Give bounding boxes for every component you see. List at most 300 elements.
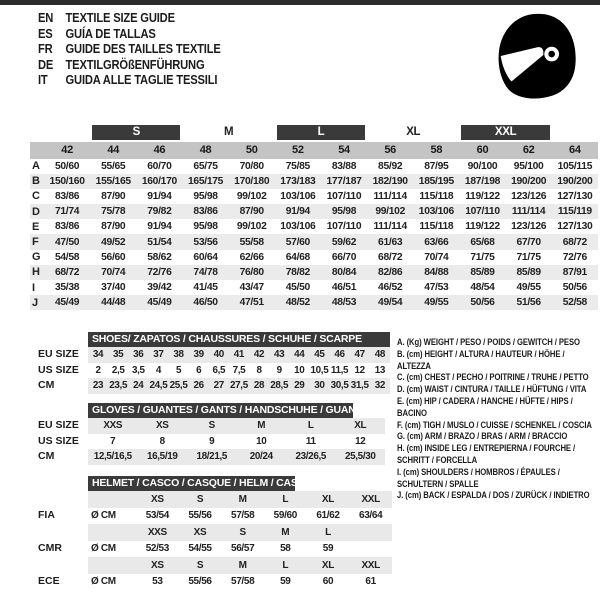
legend-item: H. (cm) INSIDE LEG / ENTREPIERNA / FOURCHE / SCHRITT / FORCELLA	[397, 443, 576, 465]
measure-value-cell: 123/126	[511, 221, 547, 233]
helmet-unit-label: Ø CM	[91, 543, 116, 555]
top-border	[0, 0, 600, 5]
measure-value-cell: 85/89	[459, 265, 505, 280]
measure-value-cell: 111/114	[506, 204, 552, 219]
shoes-value-cell: 7,5	[232, 364, 246, 376]
measure-value-cell: 127/130	[557, 190, 593, 202]
helmet-value-cell: 59/60	[273, 510, 297, 522]
measure-value-cell: 99/102	[236, 221, 267, 233]
size-group-cell	[459, 125, 551, 142]
measure-value-cell: 44/48	[90, 295, 136, 310]
gloves-value-cell: XL	[336, 418, 386, 434]
measure-letter: J	[30, 295, 44, 310]
gloves-value-cell: 8	[159, 435, 165, 447]
racing-helmet-icon	[486, 6, 584, 106]
shoes-value-cell: 25,5	[169, 378, 189, 394]
measure-value-cell: 51/54	[136, 234, 182, 249]
measure-value-cell: 85/92	[378, 160, 403, 172]
helmet-size-cell: XS	[136, 491, 179, 508]
measure-value-cell: 71/74	[44, 204, 90, 219]
shoes-value-cell: 2,5	[111, 364, 125, 376]
helmet-size-cell: XXS	[136, 524, 179, 541]
measure-value-cell: 68/72	[44, 265, 90, 280]
gloves-value-cell: 25,5/30	[336, 449, 386, 465]
measure-letter: B	[30, 174, 44, 189]
helmet-value-cell: 57/58	[231, 576, 255, 588]
helmet-size-cell: M	[221, 491, 264, 508]
measure-value-cell: 72/76	[136, 265, 182, 280]
size-group-label: L	[277, 125, 365, 140]
legend-item: D. (cm) WAIST / CINTURA / TAILLE / HÜFTUNG / VITA	[397, 384, 587, 395]
measure-row-I	[30, 280, 598, 295]
measure-value-cell: 48/53	[321, 295, 367, 310]
shoes-value-cell: 40	[209, 347, 229, 363]
language-code: EN	[38, 10, 54, 25]
measure-value-cell: 111/114	[373, 190, 407, 202]
measure-value-cell: 55/65	[101, 160, 126, 172]
measure-value-cell: 50/56	[562, 282, 587, 294]
measure-row-D	[30, 204, 598, 219]
measure-value-cell: 75/85	[285, 160, 310, 172]
helmet-value-cell: 54/55	[188, 543, 212, 555]
measure-value-cell: 170/180	[229, 174, 275, 189]
measure-value-cell: 177/187	[321, 174, 367, 189]
measure-value-cell: 57/60	[275, 234, 321, 249]
helmet-size-cell	[349, 524, 392, 541]
measure-value-cell: 49/54	[367, 295, 413, 310]
gloves-data-row	[88, 449, 385, 465]
shoes-value-cell: 42	[249, 347, 269, 363]
shoes-value-cell: 30	[309, 378, 329, 394]
gloves-value-cell: 18/21,5	[187, 449, 237, 465]
size-number-cell: 48	[182, 142, 228, 159]
measure-value-cell: 182/190	[367, 174, 413, 189]
measure-value-cell: 59/62	[321, 234, 367, 249]
measure-value-cell: 35/38	[54, 282, 80, 294]
legend-item: E. (cm) HIP / CADERA / HANCHE / HÜFTE / HIPS / BACINO	[397, 395, 573, 418]
language-row	[38, 41, 221, 57]
helmet-section	[30, 476, 392, 590]
measure-value-cell: 185/195	[413, 174, 459, 189]
guide-title: GUIDA ALLE TAGLIE TESSILI	[65, 72, 218, 87]
size-group-label: S	[92, 125, 180, 140]
measure-value-cell: 70/74	[90, 265, 136, 280]
measure-value-cell: 47/51	[229, 295, 275, 310]
measure-value-cell: 50/60	[54, 160, 80, 172]
measure-value-cell: 85/89	[506, 265, 552, 280]
measure-value-cell: 55/58	[229, 234, 275, 249]
helmet-value-cell: 63/64	[359, 510, 383, 522]
shoes-value-cell: 29	[289, 378, 309, 394]
gloves-value-cell: 20/24	[237, 449, 287, 465]
measure-value-cell: 45/50	[285, 282, 310, 294]
measure-row-A	[30, 159, 598, 174]
language-title-list	[38, 10, 221, 88]
helmet-size-cell: L	[264, 491, 307, 508]
size-group-label: XXL	[461, 125, 549, 140]
language-row	[38, 26, 221, 42]
size-number-cell: 44	[90, 142, 136, 159]
shoes-value-cell: 13	[374, 364, 386, 376]
measure-row-H	[30, 265, 598, 280]
measure-value-cell: 63/66	[413, 234, 459, 249]
shoes-value-cell: 47	[350, 347, 370, 363]
measure-value-cell: 103/106	[280, 190, 316, 202]
measure-value-cell: 91/94	[147, 190, 172, 202]
size-group-cell	[367, 125, 459, 142]
measure-value-cell: 123/126	[511, 190, 547, 202]
measure-value-cell: 155/165	[90, 174, 136, 189]
helmet-value-cell: 61	[365, 576, 376, 588]
shoes-value-cell: 4	[155, 364, 162, 376]
gloves-value-cell: 11	[305, 435, 316, 447]
language-code: DE	[38, 56, 54, 72]
measure-value-cell: 70/80	[239, 160, 264, 172]
measure-value-cell: 48/54	[470, 282, 495, 294]
measure-letter: F	[30, 234, 44, 249]
measure-row-C	[30, 189, 598, 204]
shoes-value-cell: 34	[88, 347, 108, 363]
measure-value-cell: 56/60	[101, 251, 126, 263]
helmet-standard-label: FIA	[38, 508, 55, 521]
measure-value-cell: 53/56	[182, 234, 228, 249]
shoes-value-cell: 5	[175, 364, 182, 376]
shoes-value-cell: 28	[249, 378, 269, 394]
size-number-cell: 62	[506, 142, 552, 159]
measure-value-cell: 95/98	[321, 204, 367, 219]
helmet-size-cell: S	[179, 491, 222, 508]
language-row	[38, 10, 221, 26]
measure-row-J	[30, 295, 598, 310]
helmet-value-cell: 53	[152, 576, 163, 588]
measure-value-cell: 90/100	[467, 160, 498, 172]
size-number-cell: 64	[552, 142, 598, 159]
measure-value-cell: 49/55	[413, 295, 459, 310]
shoes-value-cell: 38	[169, 347, 189, 363]
helmet-unit-label: Ø CM	[91, 576, 116, 588]
guide-title: GUIDE DES TAILLES TEXTILE	[65, 41, 221, 56]
shoes-value-cell: 23	[88, 378, 108, 394]
guide-title: TEXTILE SIZE GUIDE	[65, 10, 175, 25]
gloves-table	[88, 418, 385, 465]
gloves-data-row	[88, 434, 385, 450]
size-number-row	[30, 142, 598, 159]
measure-value-cell: 70/74	[424, 251, 449, 263]
shoes-value-cell: 8	[256, 364, 262, 376]
measure-value-cell: 37/40	[101, 282, 126, 294]
measure-value-cell: 83/86	[54, 221, 80, 233]
measure-value-cell: 49/52	[90, 234, 136, 249]
helmet-size-cell: XS	[179, 524, 222, 541]
helmet-size-cell: S	[221, 524, 264, 541]
measure-value-cell: 119/122	[465, 190, 500, 202]
gloves-row-label: US SIZE	[38, 434, 79, 447]
measure-value-cell: 64/68	[285, 251, 310, 263]
shoes-data-row	[88, 378, 390, 394]
measure-value-cell: 45/49	[44, 295, 90, 310]
measure-row-G	[30, 250, 598, 265]
measure-letter: E	[32, 220, 40, 233]
shoes-value-cell: 44	[289, 347, 309, 363]
shoes-value-cell: 11,5	[330, 364, 349, 376]
measure-value-cell: 58/62	[147, 251, 172, 263]
shoes-value-cell: 43	[269, 347, 289, 363]
gloves-value-cell: S	[187, 418, 237, 434]
helmet-size-cell: XXL	[349, 557, 392, 574]
helmet-value-cell: 52/53	[145, 543, 169, 555]
measurement-legend	[397, 337, 597, 502]
helmet-size-cell: M	[264, 524, 307, 541]
size-number-cell: 52	[275, 142, 321, 159]
language-row	[38, 57, 221, 73]
helmet-value-cell: 61/62	[316, 510, 340, 522]
measure-value-cell: 62/66	[239, 251, 264, 263]
guide-title: TEXTILGRÖßENFÜHRUNG	[65, 56, 205, 72]
measure-value-cell: 67/70	[506, 234, 552, 249]
shoes-value-cell: 27,5	[229, 378, 249, 394]
helmet-value-cell: 55/56	[188, 576, 212, 588]
measure-letter: D	[30, 204, 44, 219]
gloves-value-cell: XS	[138, 418, 188, 434]
measure-value-cell: 50/56	[459, 295, 505, 310]
gloves-value-cell: 16,5/19	[138, 449, 188, 465]
shoes-value-cell: 6	[196, 364, 202, 376]
measure-value-cell: 111/114	[373, 221, 407, 233]
helmet-value-row	[88, 508, 392, 525]
measure-value-cell: 54/58	[54, 251, 80, 263]
gloves-value-cell: 9	[209, 435, 215, 447]
helmet-unit-label: Ø CM	[91, 510, 116, 522]
measure-value-cell: 160/170	[136, 174, 182, 189]
shoes-section	[30, 332, 390, 394]
shoes-title: SHOES/ ZAPATOS / CHAUSSURES / SCHUHE / SCARPE	[88, 332, 390, 347]
helmet-size-cell: XL	[307, 491, 350, 508]
measure-value-cell: 187/198	[459, 174, 505, 189]
shoes-value-cell: 30,5	[330, 378, 350, 394]
shoes-value-cell: 2	[95, 364, 101, 376]
measure-value-cell: 119/122	[465, 221, 500, 233]
legend-item: G. (cm) ARM / BRAZO / BRAS / ARM / BRACCIO	[397, 431, 568, 442]
size-number-cell: 50	[229, 142, 275, 159]
measure-value-cell: 71/75	[470, 251, 495, 263]
size-number-cell: 42	[44, 142, 90, 159]
helmet-value-cell: 56/57	[231, 543, 255, 555]
shoes-row-label: US SIZE	[38, 363, 79, 376]
measure-value-cell: 115/118	[419, 190, 454, 202]
measure-value-cell: 107/110	[326, 221, 362, 233]
shoes-value-cell: 41	[229, 347, 249, 363]
language-code: IT	[38, 72, 48, 87]
language-code: FR	[38, 41, 53, 56]
gloves-value-cell: 7	[110, 435, 116, 447]
measure-value-cell: 107/110	[459, 204, 505, 219]
helmet-size-cell: XS	[136, 557, 179, 574]
helmet-size-row	[88, 557, 392, 574]
size-group-row	[30, 125, 598, 142]
language-row	[38, 72, 221, 88]
size-number-cell: 58	[413, 142, 459, 159]
helmet-value-cell: 59	[280, 576, 291, 588]
measure-value-cell: 68/72	[552, 234, 598, 249]
shoes-value-cell: 48	[370, 347, 390, 363]
measure-value-cell: 150/160	[44, 174, 90, 189]
measure-value-cell: 60/64	[193, 251, 218, 263]
language-code: ES	[38, 25, 53, 41]
measure-value-cell: 95/98	[193, 221, 218, 233]
measure-value-cell: 190/200	[506, 174, 552, 189]
legend-item: F. (cm) TIGH / MUSLO / CUISSE / SCHENKEL / COSCIA	[397, 419, 592, 430]
size-number-cell: 46	[136, 142, 182, 159]
shoes-value-cell: 32	[370, 378, 390, 394]
measure-row-F	[30, 234, 598, 249]
gloves-value-cell: 23/26,5	[286, 449, 336, 465]
legend-item: C. (cm) CHEST / PECHO / POITRINE / TRUHE / PETTO	[397, 372, 589, 383]
helmet-standard-label: ECE	[38, 574, 60, 587]
shoes-value-cell: 9	[276, 364, 282, 376]
measure-value-cell: 80/84	[321, 265, 367, 280]
legend-item: A. (Kg) WEIGHT / PESO / POIDS / GEWITCH / PESO	[397, 337, 580, 347]
helmet-size-cell: XL	[307, 557, 350, 574]
shoes-value-cell: 12	[354, 364, 365, 376]
shoes-value-cell: 24	[128, 378, 148, 394]
helmet-value-cell: 55/56	[188, 510, 212, 522]
shoes-value-cell: 37	[148, 347, 168, 363]
measure-value-cell: 65/75	[193, 160, 218, 172]
measure-value-cell: 52/58	[552, 295, 598, 310]
shoes-value-cell: 27	[209, 378, 229, 394]
measure-value-cell: 61/63	[367, 234, 413, 249]
shoes-row-labels	[30, 332, 88, 394]
shoes-value-cell: 23,5	[108, 378, 128, 394]
measure-value-cell: 91/94	[147, 221, 172, 233]
measure-value-cell: 51/56	[506, 295, 552, 310]
guide-title: GUÍA DE TALLAS	[65, 25, 156, 41]
measure-value-cell: 47/50	[44, 234, 90, 249]
shoes-value-cell: 6,5	[212, 364, 226, 376]
shoes-value-cell: 36	[128, 347, 148, 363]
shoes-value-cell: 10,5	[310, 364, 329, 376]
size-number-cell: 54	[321, 142, 367, 159]
measure-value-cell: 127/130	[557, 221, 593, 233]
size-number-cell: 56	[367, 142, 413, 159]
measure-value-cell: 76/80	[229, 265, 275, 280]
helmet-size-cell: XXL	[349, 491, 392, 508]
measure-value-cell: 45/49	[136, 295, 182, 310]
legend-item: I. (cm) SHOULDERS / HOMBROS / ÉPAULES / SCHULTERN / SPALLE	[397, 466, 560, 489]
gloves-value-cell: 12	[355, 435, 366, 447]
shoes-value-cell: 10	[294, 364, 305, 376]
measure-value-cell: 95/100	[513, 160, 544, 172]
measure-value-cell: 68/72	[378, 251, 403, 263]
measure-value-cell: 91/94	[275, 204, 321, 219]
size-group-label: XL	[406, 126, 421, 138]
helmet-size-cell: S	[179, 557, 222, 574]
measure-value-cell: 82/86	[367, 265, 413, 280]
measure-letter: C	[32, 190, 40, 203]
helmet-row-labels	[30, 476, 88, 590]
measure-value-cell: 39/42	[147, 282, 172, 294]
measure-value-cell: 87/91	[552, 265, 598, 280]
shoes-value-cell: 26	[189, 378, 209, 394]
measure-value-cell: 46/50	[182, 295, 228, 310]
shoes-value-cell: 45	[309, 347, 329, 363]
helmet-title: HELMET / CASCO / CASQUE / HELM / CASCO	[88, 476, 295, 491]
helmet-value-cell: 59	[322, 543, 334, 555]
shoes-value-cell: 31,5	[350, 378, 370, 394]
measure-value-cell: 103/106	[413, 204, 459, 219]
measure-value-cell: 84/88	[413, 265, 459, 280]
measure-letter: G	[32, 251, 41, 264]
measure-value-cell: 83/88	[331, 160, 357, 172]
measure-value-cell: 87/90	[101, 221, 126, 233]
measure-row-B	[30, 174, 598, 189]
measure-value-cell: 99/102	[367, 204, 413, 219]
legend-item: B. (cm) HEIGHT / ALTURA / HAUTEUR / HÖHE / ALTEZZA	[397, 348, 565, 371]
measure-value-cell: 66/70	[331, 251, 357, 263]
helmet-value-cell: 57/58	[231, 510, 255, 522]
measure-value-cell: 48/52	[275, 295, 321, 310]
helmet-value-cell	[349, 541, 392, 558]
gloves-value-cell: M	[237, 418, 287, 434]
measure-value-cell: 49/55	[516, 282, 541, 294]
shoes-table	[88, 347, 390, 394]
measure-value-cell: 83/86	[54, 190, 80, 202]
measure-letter: H	[30, 265, 44, 280]
helmet-value-cell: 53/54	[145, 510, 169, 522]
shoes-data-row	[88, 347, 390, 363]
size-group-cell	[90, 125, 182, 142]
measure-value-cell: 165/175	[182, 174, 228, 189]
measure-value-cell: 105/115	[557, 160, 593, 172]
helmet-value-row	[88, 574, 392, 591]
helmet-size-row	[88, 491, 392, 508]
textile-size-table	[30, 125, 598, 310]
shoes-data-row	[88, 363, 390, 379]
measure-letter: A	[32, 160, 40, 173]
measure-value-cell: 43/47	[239, 282, 264, 294]
helmet-size-row	[88, 524, 392, 541]
gloves-value-cell: 10	[256, 435, 267, 447]
size-group-cell	[275, 125, 367, 142]
measure-value-cell: 75/78	[90, 204, 136, 219]
helmet-value-row	[88, 541, 392, 558]
measure-value-cell: 46/52	[378, 282, 403, 294]
helmet-size-cell: L	[264, 557, 307, 574]
gloves-value-cell: L	[286, 418, 336, 434]
shoes-row-label: CM	[38, 379, 55, 391]
measure-value-cell: 107/110	[326, 190, 362, 202]
measure-value-cell: 47/53	[424, 282, 449, 294]
gloves-value-cell: XXS	[88, 418, 138, 434]
measure-value-cell: 74/78	[182, 265, 228, 280]
size-number-cell: 60	[459, 142, 505, 159]
measure-value-cell: 87/90	[229, 204, 275, 219]
measure-value-cell: 87/95	[424, 160, 449, 172]
measure-value-cell: 83/86	[182, 204, 228, 219]
helmet-standard-label: CMR	[38, 541, 62, 554]
measure-value-cell: 46/51	[331, 282, 357, 294]
legend-item: J. (cm) BACK / ESPALDA / DOS / ZURÜCK / INDIETRO	[397, 490, 590, 501]
measure-value-cell: 79/82	[136, 204, 182, 219]
measure-value-cell: 173/183	[275, 174, 321, 189]
size-group-label: M	[223, 126, 234, 138]
helmet-size-cell: M	[221, 557, 264, 574]
measure-value-cell: 103/106	[280, 221, 316, 233]
size-group-cell	[182, 125, 274, 142]
measure-value-cell: 60/70	[147, 160, 172, 172]
shoes-value-cell: 39	[189, 347, 209, 363]
helmet-table	[88, 491, 392, 590]
